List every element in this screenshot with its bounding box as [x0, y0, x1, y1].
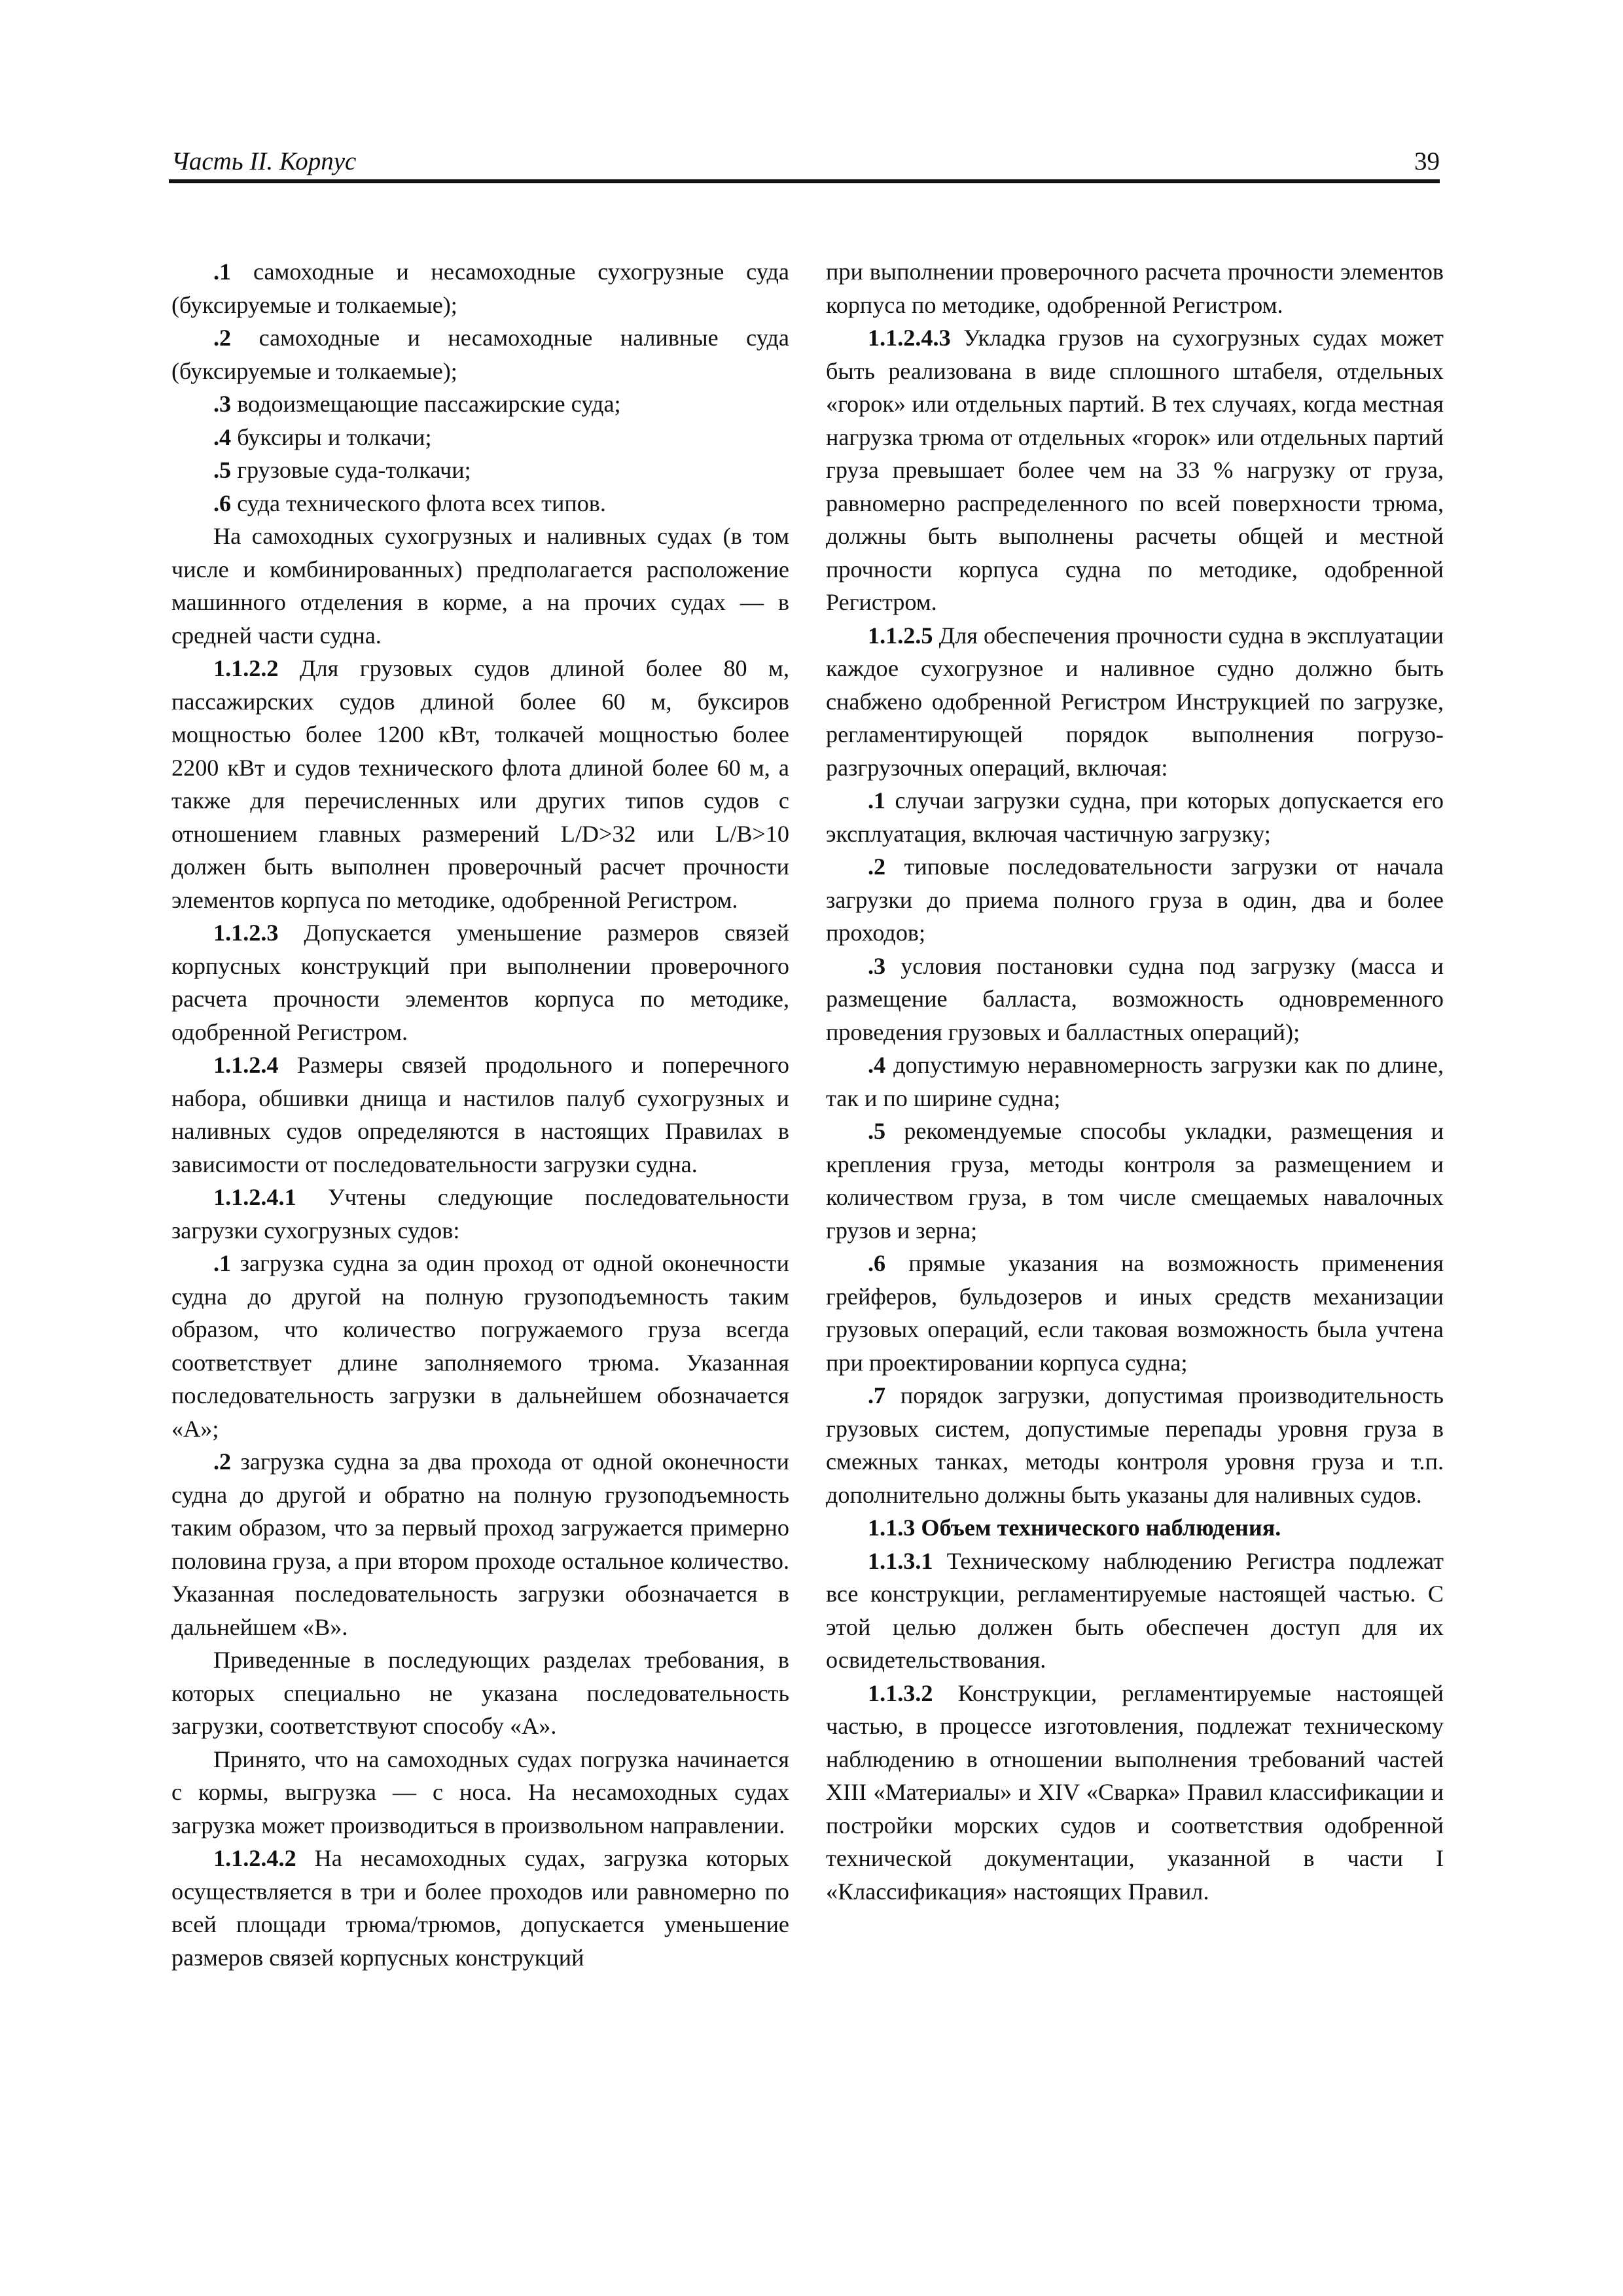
paragraph: Принято, что на самоходных судах погрузка начинается с кормы, выгрузка — с носа. На несамоходных судах загрузка может производиться в произвольном направлении.: [171, 1746, 789, 1839]
right-column: [826, 255, 1444, 1908]
page-header: [169, 143, 1440, 183]
list-item: .1 загрузка судна за один проход от одной оконечности судна до другой на полную грузоподъемность таким образом, что количество погружаемого груза всегда соответствует длине заполняемого трюма. Указанная последовательность загрузки в дальнейшем обозначается «А»;: [171, 1250, 789, 1442]
list-item: .6 суда технического флота всех типов.: [213, 490, 606, 516]
left-column: [171, 255, 789, 1974]
section-1-1-2-4: 1.1.2.4 Размеры связей продольного и поперечного набора, обшивки днища и настилов палуб сухогрузных и наливных судов определяются в настоящих Правилах в зависимости от последовательности загрузки судна.: [171, 1052, 789, 1177]
list-item: .1 случаи загрузки судна, при которых допускается его эксплуатация, включая частичную загрузку;: [826, 787, 1444, 847]
list-item: .1 самоходные и несамоходные сухогрузные суда (буксируемые и толкаемые);: [171, 259, 789, 318]
section-1-1-2-4-1: 1.1.2.4.1 Учтены следующие последовательности загрузки сухогрузных судов:: [171, 1184, 789, 1244]
list-item: .4 буксиры и толкачи;: [213, 423, 432, 450]
page-number: 39: [1414, 147, 1440, 175]
paragraph: На самоходных сухогрузных и наливных судах (в том числе и комбинированных) предполагается расположение машинного отделения в корме, а на прочих судах — в средней части судна.: [171, 523, 789, 649]
list-item: .7 порядок загрузки, допустимая производительность грузовых систем, допустимые перепады уровня груза в смежных танках, методы контроля уровня груза и т.п. дополнительно должны быть указаны для наливных судов.: [826, 1382, 1444, 1508]
paragraph: при выполнении проверочного расчета прочности элементов корпуса по методике, одобренной Регистром.: [826, 259, 1444, 318]
section-1-1-2-2: 1.1.2.2 Для грузовых судов длиной более 80 м, пассажирских судов длиной более 60 м, буксиров мощностью более 1200 кВт, толкачей мощностью более 2200 кВт и судов технического флота длиной более 60 м, а также для перечисленных или других типов судов с отношением главных размерений L/D>32 или L/B>10 должен быть выполнен проверочный расчет прочности элементов корпуса по методике, одобренной Регистром.: [171, 655, 789, 913]
section-1-1-3-1: 1.1.3.1 Техническому наблюдению Регистра подлежат все конструкции, регламентируемые настоящей частью. С этой целью должен быть обеспечен доступ для их освидетельствования.: [826, 1547, 1444, 1673]
running-title: Часть II. Корпус: [171, 147, 357, 175]
list-item: .2 самоходные и несамоходные наливные суда (буксируемые и толкаемые);: [171, 325, 789, 384]
list-item: .5 грузовые суда-толкачи;: [213, 457, 471, 483]
section-1-1-2-4-3: 1.1.2.4.3 Укладка грузов на сухогрузных судах может быть реализована в виде сплошного штабеля, отдельных «горок» или отдельных партий. В тех случаях, когда местная нагрузка трюма от отдельных «горок» или отдельных партий груза превышает более чем на 33 % нагрузку от груза, равномерно распределенного по всей поверхности трюма, должны быть выполнены расчеты общей и местной прочности корпуса судна по методике, одобренной Регистром.: [826, 325, 1444, 615]
paragraph: Приведенные в последующих разделах требования, в которых специально не указана последовательность загрузки, соответствуют способу «А».: [171, 1647, 789, 1739]
list-item: .3 условия постановки судна под загрузку (масса и размещение балласта, возможность одновременного проведения грузовых и балластных операций);: [826, 952, 1444, 1045]
section-heading-1-1-3: 1.1.3 Объем технического наблюдения.: [868, 1515, 1281, 1541]
list-item: .5 рекомендуемые способы укладки, размещения и крепления груза, методы контроля за размещением и количеством груза, в том числе смещаемых навалочных грузов и зерна;: [826, 1118, 1444, 1244]
list-item: .2 загрузка судна за два прохода от одной оконечности судна до другой и обратно на полную грузоподъемность таким образом, что за первый проход загружается примерно половина груза, а при втором проходе остальное количество. Указанная последовательность загрузки обозначается в дальнейшем «В».: [171, 1448, 789, 1640]
section-1-1-2-4-2: 1.1.2.4.2 На несамоходных судах, загрузка которых осуществляется в три и более проходов или равномерно по всей площади трюма/трюмов, допускается уменьшение размеров связей корпусных конструкций: [171, 1845, 789, 1971]
list-item: .2 типовые последовательности загрузки от начала загрузки до приема полного груза в один, два и более проходов;: [826, 853, 1444, 946]
section-1-1-2-3: 1.1.2.3 Допускается уменьшение размеров связей корпусных конструкций при выполнении проверочного расчета прочности элементов корпуса по методике, одобренной Регистром.: [171, 920, 789, 1045]
section-1-1-3-2: 1.1.3.2 Конструкции, регламентируемые настоящей частью, в процессе изготовления, подлежат техническому наблюдению в отношении выполнения требований частей XIII «Материалы» и XIV «Сварка» Правил классификации и постройки морских судов и соответствия одобренной технической документации, указанной в части I «Классификация» настоящих Правил.: [826, 1679, 1444, 1905]
list-item: .6 прямые указания на возможность применения грейферов, бульдозеров и иных средств механизации грузовых операций, если таковая возможность была учтена при проектировании корпуса судна;: [826, 1250, 1444, 1376]
list-item: .4 допустимую неравномерность загрузки как по длине, так и по ширине судна;: [826, 1052, 1444, 1111]
list-item: .3 водоизмещающие пассажирские суда;: [213, 391, 621, 417]
section-1-1-2-5: 1.1.2.5 Для обеспечения прочности судна в эксплуатации каждое сухогрузное и наливное судно должно быть снабжено одобренной Регистром Инструкцией по загрузке, регламентирующей порядок выполнения погрузо-разгрузочных операций, включая:: [826, 622, 1444, 781]
